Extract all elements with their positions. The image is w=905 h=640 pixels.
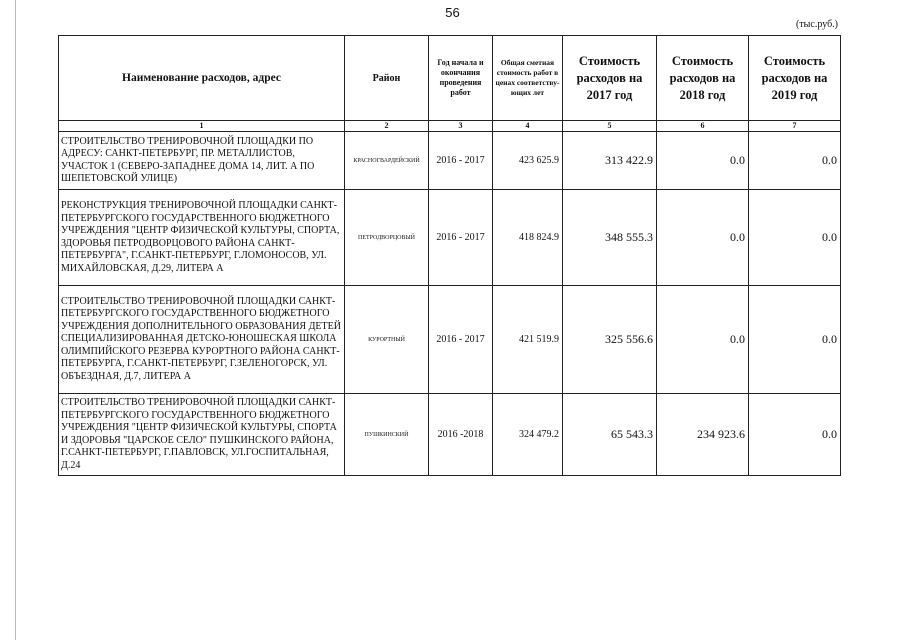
cost-2019-cell: 0.0 <box>749 190 841 286</box>
page-number: 56 <box>445 5 460 20</box>
cost-2019-cell: 0.0 <box>749 132 841 190</box>
column-number: 3 <box>429 121 493 132</box>
table-row <box>59 394 841 476</box>
table-row <box>59 190 841 286</box>
total-cost-cell: 418 824.9 <box>493 190 563 286</box>
scan-edge <box>15 0 16 640</box>
header-cost-2019: Стоимость расходов на 2019 год <box>749 36 841 121</box>
expense-name: СТРОИТЕЛЬСТВО ТРЕНИРОВОЧНОЙ ПЛОЩАДКИ САНКТ-ПЕТЕРБУРГСКОГО ГОСУДАРСТВЕННОГО БЮДЖЕТНОГО УЧРЕЖДЕНИЯ "ЦЕНТР ФИЗИЧЕСКОЙ КУЛЬТУРЫ, СПОРТА И ЗДОРОВЬЯ "ЦАРСКОЕ СЕЛО" ПУШКИНСКОГО РАЙОНА, Г.САНКТ-ПЕТЕРБУРГ, Г.ПАВЛОВСК, УЛ.ГОСПИТАЛЬНАЯ, Д.24 <box>59 394 345 476</box>
column-number: 6 <box>657 121 749 132</box>
units-label: (тыс.руб.) <box>795 19 838 30</box>
expense-name: РЕКОНСТРУКЦИЯ ТРЕНИРОВОЧНОЙ ПЛОЩАДКИ САНКТ-ПЕТЕРБУРГСКОГО ГОСУДАРСТВЕННОГО БЮДЖЕТНОГО УЧРЕЖДЕНИЯ "ЦЕНТР ФИЗИЧЕСКОЙ КУЛЬТУРЫ, СПОРТА, ЗДОРОВЬЯ ПЕТРОДВОРЦОВОГО РАЙОНА САНКТ-ПЕТЕРБУРГА", Г.САНКТ-ПЕТЕРБУРГ, Г.ЛОМОНОСОВ, УЛ. МИХАЙЛОВСКАЯ, Д.29, ЛИТЕРА А <box>59 190 345 286</box>
header-district: Район <box>345 36 429 121</box>
cost-2017-cell: 348 555.3 <box>563 190 657 286</box>
cost-2019-cell: 0.0 <box>749 394 841 476</box>
expense-name: СТРОИТЕЛЬСТВО ТРЕНИРОВОЧНОЙ ПЛОЩАДКИ ПО АДРЕСУ: САНКТ-ПЕТЕРБУРГ, ПР. МЕТАЛЛИСТОВ, УЧАСТОК 1 (СЕВЕРО-ЗАПАДНЕЕ ДОМА 14, ЛИТ. А ПО ШЕПЕТОВСКОЙ УЛИЦЕ) <box>59 132 345 190</box>
column-number: 7 <box>749 121 841 132</box>
expense-name: СТРОИТЕЛЬСТВО ТРЕНИРОВОЧНОЙ ПЛОЩАДКИ САНКТ-ПЕТЕРБУРГСКОГО ГОСУДАРСТВЕННОГО БЮДЖЕТНОГО УЧРЕЖДЕНИЯ ДОПОЛНИТЕЛЬНОГО ОБРАЗОВАНИЯ ДЕТЕЙ СПЕЦИАЛИЗИРОВАННАЯ ДЕТСКО-ЮНОШЕСКАЯ ШКОЛА ОЛИМПИЙСКОГО РЕЗЕРВА КУРОРТНОГО РАЙОНА САНКТ-ПЕТЕРБУРГА, Г.САНКТ-ПЕТЕРБУРГ, Г.ЗЕЛЕНОГОРСК, УЛ. ОБЪЕЗДНАЯ, Д.7, ЛИТЕРА А <box>59 286 345 394</box>
column-number: 1 <box>59 121 345 132</box>
district-cell: КУРОРТНЫЙ <box>345 286 429 394</box>
district-cell: ПЕТРОДВОРЦОВЫЙ <box>345 190 429 286</box>
cost-2017-cell: 313 422.9 <box>563 132 657 190</box>
header-years: Год начала и окончания проведения работ <box>429 36 493 121</box>
cost-2018-cell: 234 923.6 <box>657 394 749 476</box>
district-cell: КРАСНОГВАРДЕЙСКИЙ <box>345 132 429 190</box>
column-number: 2 <box>345 121 429 132</box>
total-cost-cell: 324 479.2 <box>493 394 563 476</box>
header-name: Наименование расходов, адрес <box>59 36 345 121</box>
years-cell: 2016 - 2017 <box>429 132 493 190</box>
column-number: 5 <box>563 121 657 132</box>
years-cell: 2016 -2018 <box>429 394 493 476</box>
years-cell: 2016 - 2017 <box>429 190 493 286</box>
expenses-table <box>58 35 841 476</box>
cost-2017-cell: 65 543.3 <box>563 394 657 476</box>
column-number: 4 <box>493 121 563 132</box>
column-number-row <box>59 121 841 132</box>
cost-2018-cell: 0.0 <box>657 190 749 286</box>
header-cost-2018: Стоимость расходов на 2018 год <box>657 36 749 121</box>
header-total: Общая сметная стоимость работ в ценах соответству-ющих лет <box>493 36 563 121</box>
cost-2017-cell: 325 556.6 <box>563 286 657 394</box>
header-row <box>59 36 841 121</box>
cost-2018-cell: 0.0 <box>657 286 749 394</box>
header-cost-2017: Стоимость расходов на 2017 год <box>563 36 657 121</box>
table-row <box>59 132 841 190</box>
district-cell: ПУШКИНСКИЙ <box>345 394 429 476</box>
table-row <box>59 286 841 394</box>
cost-2019-cell: 0.0 <box>749 286 841 394</box>
total-cost-cell: 421 519.9 <box>493 286 563 394</box>
total-cost-cell: 423 625.9 <box>493 132 563 190</box>
cost-2018-cell: 0.0 <box>657 132 749 190</box>
years-cell: 2016 - 2017 <box>429 286 493 394</box>
